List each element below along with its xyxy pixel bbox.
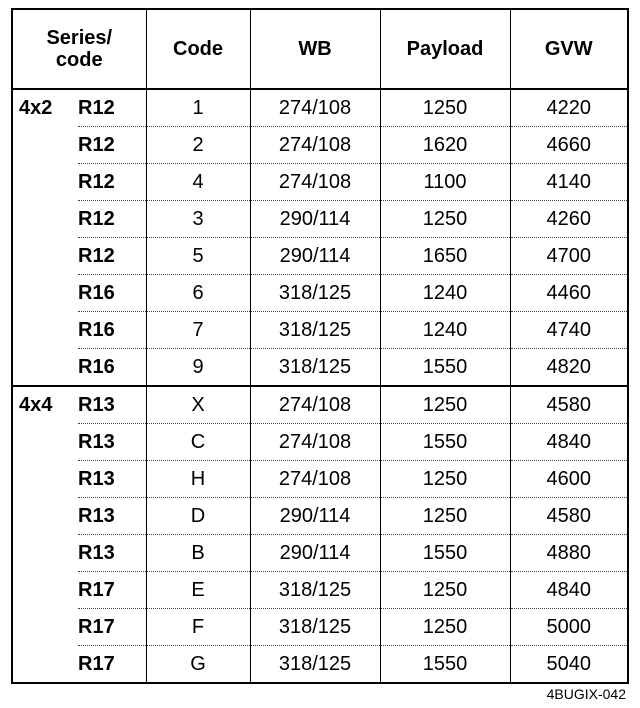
header-series-code: Series/ code: [12, 9, 146, 89]
code-cell: 4: [146, 164, 250, 201]
payload-cell: 1250: [380, 609, 510, 646]
model-cell: R12: [78, 238, 146, 275]
wb-cell: 274/108: [250, 89, 380, 127]
code-cell: B: [146, 535, 250, 572]
code-cell: 3: [146, 201, 250, 238]
series-cell: [12, 609, 78, 646]
wb-cell: 290/114: [250, 535, 380, 572]
gvw-cell: 4700: [510, 238, 628, 275]
series-cell: [12, 461, 78, 498]
payload-cell: 1620: [380, 127, 510, 164]
model-cell: R13: [78, 424, 146, 461]
table-row: [12, 609, 628, 646]
table-row: [12, 201, 628, 238]
model-cell: R13: [78, 498, 146, 535]
model-cell: R12: [78, 164, 146, 201]
wb-cell: 274/108: [250, 461, 380, 498]
model-cell: R16: [78, 275, 146, 312]
code-cell: E: [146, 572, 250, 609]
table-row: [12, 572, 628, 609]
wb-cell: 290/114: [250, 498, 380, 535]
wb-cell: 290/114: [250, 201, 380, 238]
wb-cell: 318/125: [250, 275, 380, 312]
code-cell: 6: [146, 275, 250, 312]
header-wb: WB: [250, 9, 380, 89]
series-cell: [12, 201, 78, 238]
table-row: [12, 646, 628, 684]
gvw-cell: 4660: [510, 127, 628, 164]
model-cell: R17: [78, 609, 146, 646]
series-cell: [12, 498, 78, 535]
model-cell: R13: [78, 386, 146, 424]
model-cell: R17: [78, 572, 146, 609]
series-cell: [12, 238, 78, 275]
figure-id: 4BUGIX-042: [546, 686, 626, 702]
model-cell: R17: [78, 652, 115, 675]
series-cell: [12, 424, 78, 461]
gvw-cell: 4580: [510, 498, 628, 535]
code-cell: 5: [146, 238, 250, 275]
series-cell: [12, 312, 78, 349]
table-row: [12, 164, 628, 201]
gvw-cell: 4820: [510, 349, 628, 387]
series-cell: [12, 164, 78, 201]
payload-cell: 1550: [380, 646, 510, 684]
payload-cell: 1250: [380, 498, 510, 535]
code-cell: F: [146, 609, 250, 646]
gvw-cell: 4460: [510, 275, 628, 312]
table-body: [12, 89, 628, 683]
gvw-cell: 4740: [510, 312, 628, 349]
spec-table: [11, 8, 629, 684]
code-cell: G: [146, 646, 250, 684]
wb-cell: 318/125: [250, 349, 380, 387]
payload-cell: 1250: [380, 89, 510, 127]
gvw-cell: 4840: [510, 572, 628, 609]
table-row: [12, 275, 628, 312]
series-cell: [12, 572, 78, 609]
code-cell: D: [146, 498, 250, 535]
model-cell: R16: [78, 349, 146, 387]
code-cell: 9: [146, 349, 250, 387]
payload-cell: 1240: [380, 312, 510, 349]
series-cell: 4x2: [19, 96, 53, 119]
model-cell: R13: [78, 535, 146, 572]
model-cell: R12: [78, 127, 146, 164]
gvw-cell: 4580: [510, 386, 628, 424]
wb-cell: 318/125: [250, 646, 380, 684]
payload-cell: 1240: [380, 275, 510, 312]
gvw-cell: 4140: [510, 164, 628, 201]
model-cell: R16: [78, 312, 146, 349]
code-cell: H: [146, 461, 250, 498]
wb-cell: 274/108: [250, 127, 380, 164]
payload-cell: 1250: [380, 386, 510, 424]
payload-cell: 1550: [380, 349, 510, 387]
gvw-cell: 4220: [510, 89, 628, 127]
series-cell: [12, 349, 78, 387]
header-gvw: GVW: [510, 9, 628, 89]
table-row: [12, 424, 628, 461]
table-row: [12, 312, 628, 349]
gvw-cell: 5000: [510, 609, 628, 646]
model-cell: R12: [78, 89, 146, 127]
payload-cell: 1550: [380, 535, 510, 572]
code-cell: 2: [146, 127, 250, 164]
gvw-cell: 4600: [510, 461, 628, 498]
wb-cell: 318/125: [250, 609, 380, 646]
code-cell: 1: [146, 89, 250, 127]
table-row: [12, 89, 628, 127]
series-cell: [12, 646, 78, 684]
series-cell: [12, 127, 78, 164]
model-cell: R13: [78, 461, 146, 498]
code-cell: C: [146, 424, 250, 461]
model-cell: R12: [78, 201, 146, 238]
gvw-cell: 5040: [510, 646, 628, 684]
payload-cell: 1100: [380, 164, 510, 201]
wb-cell: 318/125: [250, 572, 380, 609]
table-row: [12, 386, 628, 424]
series-cell: 4x4: [19, 393, 53, 416]
payload-cell: 1250: [380, 201, 510, 238]
gvw-cell: 4880: [510, 535, 628, 572]
code-cell: X: [146, 386, 250, 424]
gvw-cell: 4840: [510, 424, 628, 461]
header-row: [12, 9, 628, 89]
table-row: [12, 238, 628, 275]
payload-cell: 1650: [380, 238, 510, 275]
table-row: [12, 349, 628, 387]
table-row: [12, 461, 628, 498]
payload-cell: 1550: [380, 424, 510, 461]
table-row: [12, 535, 628, 572]
table-row: [12, 127, 628, 164]
payload-cell: 1250: [380, 572, 510, 609]
wb-cell: 290/114: [250, 238, 380, 275]
wb-cell: 274/108: [250, 386, 380, 424]
gvw-cell: 4260: [510, 201, 628, 238]
payload-cell: 1250: [380, 461, 510, 498]
header-code: Code: [146, 9, 250, 89]
wb-cell: 274/108: [250, 164, 380, 201]
header-payload: Payload: [380, 9, 510, 89]
table-row: [12, 498, 628, 535]
series-cell: [12, 535, 78, 572]
wb-cell: 274/108: [250, 424, 380, 461]
code-cell: 7: [146, 312, 250, 349]
wb-cell: 318/125: [250, 312, 380, 349]
series-cell: [12, 275, 78, 312]
